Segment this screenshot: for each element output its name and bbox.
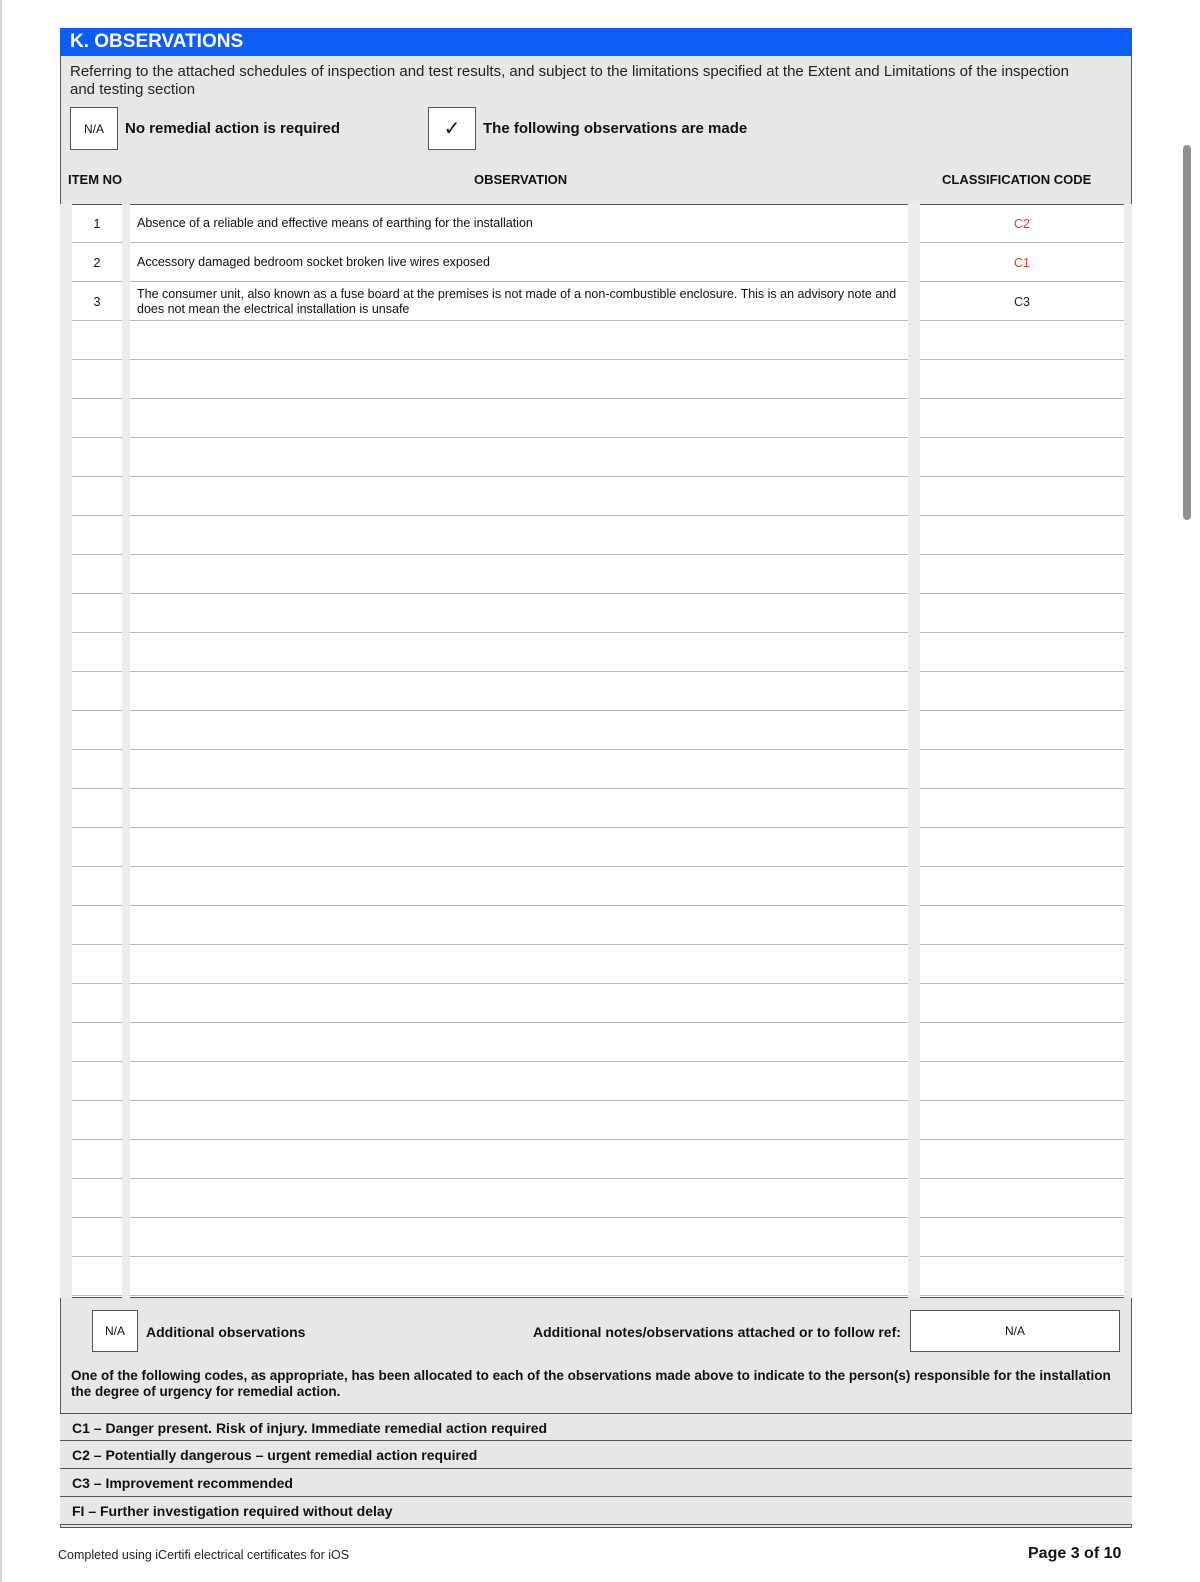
classification-code-empty[interactable] — [920, 790, 1124, 828]
codes-intro: One of the following codes, as appropriate, has been allocated to each of the observations made above to indicate to the person(s) responsible for the installation the degree of urgency for remedial action. — [71, 1368, 1111, 1399]
observation-empty[interactable] — [130, 322, 908, 360]
table-row-empty[interactable] — [72, 829, 1124, 868]
item-number-empty[interactable] — [72, 673, 122, 711]
classification-code-empty[interactable] — [920, 400, 1124, 438]
observation-empty[interactable] — [130, 673, 908, 711]
classification-code-empty[interactable] — [920, 1180, 1124, 1218]
item-number-empty[interactable] — [72, 1063, 122, 1101]
item-number-empty[interactable] — [72, 517, 122, 555]
item-number-empty[interactable] — [72, 1141, 122, 1179]
item-number-empty[interactable] — [72, 322, 122, 360]
column-header-observation: OBSERVATION — [474, 172, 568, 187]
item-number-empty[interactable] — [72, 1258, 122, 1296]
table-row-empty[interactable] — [72, 790, 1124, 829]
table-row-empty[interactable] — [72, 751, 1124, 790]
item-number-empty[interactable] — [72, 478, 122, 516]
observation-empty[interactable] — [130, 829, 908, 867]
footer-credit: Completed using iCertifi electrical certificates for iOS — [58, 1548, 350, 1562]
additional-ref-value: N/A — [1004, 1324, 1025, 1338]
item-number-empty[interactable] — [72, 790, 122, 828]
item-number-empty[interactable] — [72, 595, 122, 633]
item-number-empty[interactable] — [72, 946, 122, 984]
item-number-empty[interactable] — [72, 439, 122, 477]
classification-code-empty[interactable] — [920, 517, 1124, 555]
observation-empty[interactable] — [130, 400, 908, 438]
classification-code-empty[interactable] — [920, 1102, 1124, 1140]
observation-empty[interactable] — [130, 868, 908, 906]
page-number — [1028, 1545, 1121, 1563]
observation-empty[interactable] — [130, 907, 908, 945]
item-number-empty[interactable] — [72, 361, 122, 399]
observation-empty[interactable] — [130, 1180, 908, 1218]
table-row-empty[interactable] — [72, 361, 1124, 400]
page-value: 3 of 10 — [1070, 1545, 1122, 1562]
observation-empty[interactable] — [130, 946, 908, 984]
item-number-empty[interactable] — [72, 868, 122, 906]
table-row-empty[interactable] — [72, 595, 1124, 634]
observation-empty[interactable] — [130, 1141, 908, 1179]
page-edge — [0, 0, 2, 1582]
table-row-empty[interactable] — [72, 1024, 1124, 1063]
no-remedial-label: No remedial action is required — [125, 120, 341, 137]
code-c1: C1 – Danger present. Risk of injury. Immediate remedial action required — [60, 1413, 1132, 1441]
observation-empty[interactable] — [130, 712, 908, 750]
observations-made-checkbox[interactable] — [428, 107, 476, 150]
observation-text[interactable]: The consumer unit, also known as a fuse board at the premises is not made of a non-combustible enclosure. This is an advisory note and does not mean the electrical installation is unsafe — [130, 283, 908, 321]
table-row-empty[interactable] — [72, 1258, 1124, 1297]
item-number-empty[interactable] — [72, 712, 122, 750]
classification-code-empty[interactable] — [920, 1258, 1124, 1296]
section-header — [60, 28, 1132, 56]
column-header-classification-code: CLASSIFICATION CODE — [942, 172, 1092, 187]
observation-empty[interactable] — [130, 361, 908, 399]
table-row[interactable] — [72, 283, 1124, 322]
item-number-empty[interactable] — [72, 1024, 122, 1062]
classification-code-empty[interactable] — [920, 673, 1124, 711]
table-row-empty[interactable] — [72, 1219, 1124, 1258]
no-remedial-checkbox-value: N/A — [83, 121, 104, 136]
section-title: K. OBSERVATIONS — [70, 31, 244, 52]
observation-empty[interactable] — [130, 478, 908, 516]
table-row-empty[interactable] — [72, 556, 1124, 595]
item-number-empty[interactable] — [72, 751, 122, 789]
classification-code[interactable]: C2 — [920, 205, 1124, 243]
additional-observations-checkbox[interactable] — [92, 1310, 138, 1352]
classification-code-empty[interactable] — [920, 985, 1124, 1023]
table-row-empty[interactable] — [72, 1141, 1124, 1180]
item-number-empty[interactable] — [72, 907, 122, 945]
table-row-empty[interactable] — [72, 907, 1124, 946]
classification-code-empty[interactable] — [920, 907, 1124, 945]
additional-ref-field[interactable] — [910, 1310, 1120, 1352]
table-row-empty[interactable] — [72, 868, 1124, 907]
classification-code-empty[interactable] — [920, 361, 1124, 399]
table-row-empty[interactable] — [72, 322, 1124, 361]
observation-empty[interactable] — [130, 1219, 908, 1257]
item-number-empty[interactable] — [72, 634, 122, 672]
observation-empty[interactable] — [130, 556, 908, 594]
column-header-item-no: ITEM NO — [68, 172, 123, 187]
item-number-empty[interactable] — [72, 985, 122, 1023]
item-number-empty[interactable] — [72, 556, 122, 594]
item-number-empty[interactable] — [72, 400, 122, 438]
classification-code-empty[interactable] — [920, 322, 1124, 360]
observation-empty[interactable] — [130, 517, 908, 555]
observation-text[interactable]: Accessory damaged bedroom socket broken live wires exposed — [130, 244, 908, 282]
no-remedial-checkbox[interactable] — [70, 107, 118, 150]
item-number-empty[interactable] — [72, 1219, 122, 1257]
classification-code-empty[interactable] — [920, 478, 1124, 516]
item-number: 1 — [72, 205, 122, 243]
table-row-empty[interactable] — [72, 1063, 1124, 1102]
classification-code-empty[interactable] — [920, 439, 1124, 477]
table-row-empty[interactable] — [72, 1180, 1124, 1219]
classification-code-empty[interactable] — [920, 1219, 1124, 1257]
table-row-empty[interactable] — [72, 634, 1124, 673]
observation-empty[interactable] — [130, 439, 908, 477]
table-row-empty[interactable] — [72, 946, 1124, 985]
item-number-empty[interactable] — [72, 1180, 122, 1218]
classification-code-empty[interactable] — [920, 946, 1124, 984]
code-c2: C2 – Potentially dangerous – urgent remedial action required — [60, 1441, 1132, 1469]
observation-empty[interactable] — [130, 751, 908, 789]
classification-code-empty[interactable] — [920, 868, 1124, 906]
observation-empty[interactable] — [130, 1102, 908, 1140]
table-row-empty[interactable] — [72, 478, 1124, 517]
classification-code-empty[interactable] — [920, 829, 1124, 867]
classification-code-empty[interactable] — [920, 751, 1124, 789]
item-number-empty[interactable] — [72, 829, 122, 867]
classification-code-empty[interactable] — [920, 1024, 1124, 1062]
table-gutter-right — [1124, 204, 1132, 1298]
observation-empty[interactable] — [130, 1024, 908, 1062]
observation-empty[interactable] — [130, 985, 908, 1023]
classification-code-empty[interactable] — [920, 1063, 1124, 1101]
observation-empty[interactable] — [130, 790, 908, 828]
table-row[interactable] — [72, 244, 1124, 283]
page-label: Page — [1028, 1545, 1067, 1562]
item-number: 3 — [72, 283, 122, 321]
code-fi: FI – Further investigation required without delay — [60, 1497, 1132, 1525]
table-gutter-left — [60, 204, 72, 1298]
classification-code-empty[interactable] — [920, 556, 1124, 594]
additional-observations-checkbox-value: N/A — [104, 1324, 125, 1338]
section-intro: Referring to the attached schedules of inspection and test results, and subject to the limitations specified at the Extent and Limitations of the inspection and testing section — [70, 63, 1069, 98]
table-row-empty[interactable] — [72, 439, 1124, 478]
observation-empty[interactable] — [130, 595, 908, 633]
classification-code-empty[interactable] — [920, 1141, 1124, 1179]
additional-ref-label: Additional notes/observations attached or to follow ref: — [533, 1324, 901, 1340]
additional-observations-label: Additional observations — [146, 1324, 306, 1340]
table-row-empty[interactable] — [72, 400, 1124, 439]
checkmark-icon: ✓ — [443, 118, 461, 140]
classification-code-empty[interactable] — [920, 595, 1124, 633]
classification-code-empty[interactable] — [920, 712, 1124, 750]
table-row-empty[interactable] — [72, 1102, 1124, 1141]
scrollbar-thumb[interactable] — [1183, 145, 1191, 520]
table-row-empty[interactable] — [72, 985, 1124, 1024]
item-number: 2 — [72, 244, 122, 282]
code-c3: C3 – Improvement recommended — [60, 1469, 1132, 1497]
table-row-empty[interactable] — [72, 712, 1124, 751]
observation-empty[interactable] — [130, 1063, 908, 1101]
table-row-empty[interactable] — [72, 517, 1124, 556]
table-row[interactable] — [72, 205, 1124, 244]
classification-code[interactable]: C3 — [920, 283, 1124, 321]
observation-text[interactable]: Absence of a reliable and effective means of earthing for the installation — [130, 205, 908, 243]
observation-empty[interactable] — [130, 634, 908, 672]
classification-code-empty[interactable] — [920, 634, 1124, 672]
observations-made-label: The following observations are made — [483, 120, 748, 137]
table-row-empty[interactable] — [72, 673, 1124, 712]
classification-code[interactable]: C1 — [920, 244, 1124, 282]
item-number-empty[interactable] — [72, 1102, 122, 1140]
observation-empty[interactable] — [130, 1258, 908, 1296]
